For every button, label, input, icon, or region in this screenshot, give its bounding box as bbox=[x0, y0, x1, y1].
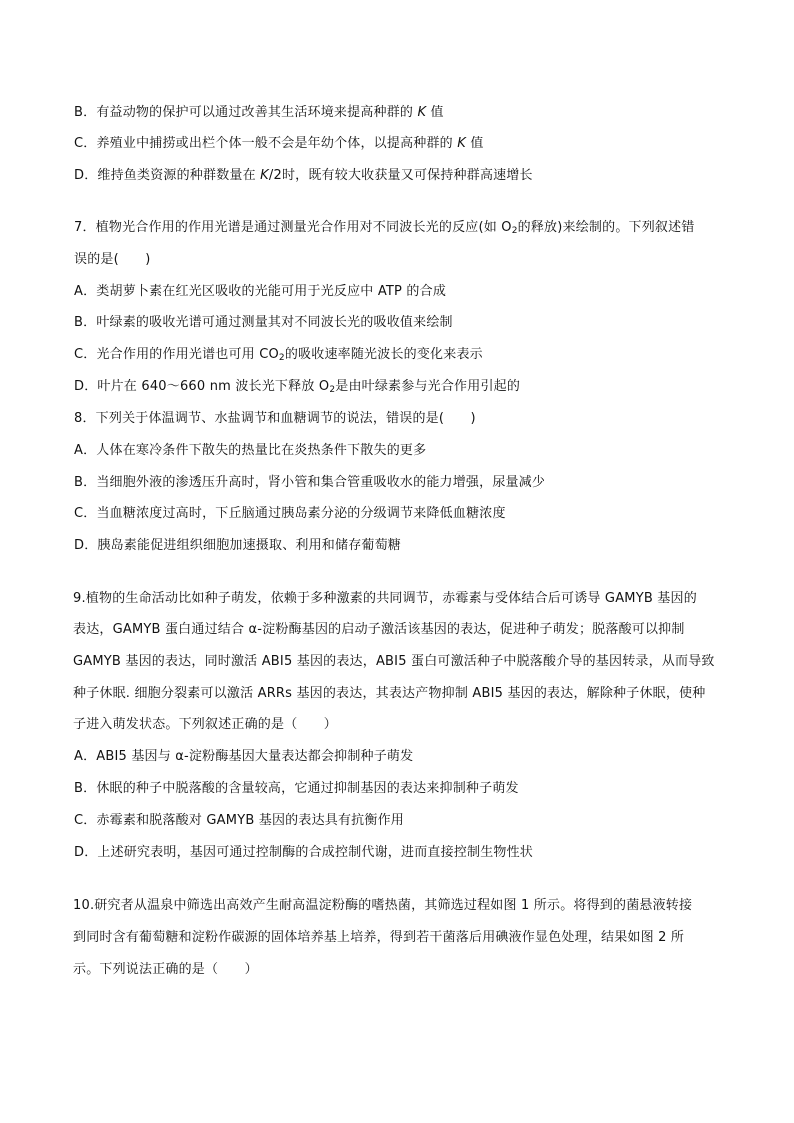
q9-stem-line-5: 子进入萌发状态。下列叙述正确的是（ ） bbox=[73, 717, 338, 732]
q8-option-a: A．人体在寒冷条件下散失的热量比在炎热条件下散失的更多 bbox=[74, 443, 427, 458]
q9-option-c: C．赤霉素和脱落酸对 GAMYB 基因的表达具有抗衡作用 bbox=[74, 813, 404, 828]
q6-option-c: C．养殖业中捕捞或出栏个体一般不会是年幼个体，以提高种群的 K 值 bbox=[74, 136, 484, 151]
q9-stem-line-1: 9.植物的生命活动比如种子萌发，依赖于多种激素的共同调节，赤霉素与受体结合后可诱导 GAMYB 基因的 bbox=[73, 591, 697, 606]
q10-stem-line-3: 示。下列说法正确的是（ ） bbox=[73, 962, 258, 977]
q8-stem: 8．下列关于体温调节、水盐调节和血糖调节的说法，错误的是( ) bbox=[74, 411, 476, 426]
q7-option-c: C．光合作用的作用光谱也可用 $CO_2$的吸收速率随光波长的变化来表示 bbox=[74, 347, 483, 363]
q10-stem-line-2: 到同时含有葡萄糖和淀粉作碳源的固体培养基上培养，得到若干菌落后用碘液作显色处理，结果如图 2 所 bbox=[73, 930, 685, 945]
q7-stem-line-1: 7．植物光合作用的作用光谱是通过测量光合作用对不同波长光的反应(如 $O_2$的释放)来绘制的。下列叙述错 bbox=[74, 220, 695, 236]
q10-stem-line-1: 10.研究者从温泉中筛选出高效产生耐高温淀粉酶的嗜热菌，其筛选过程如图 1 所示。将得到的菌悬液转接 bbox=[73, 898, 693, 913]
q8-option-d: D．胰岛素能促进组织细胞加速摄取、利用和储存葡萄糖 bbox=[74, 538, 402, 553]
q9-stem-line-4: 种子休眠. 细胞分裂素可以激活 ARRs 基因的表达，其表达产物抑制 ABI5 基因的表达，解除种子休眠，使种 bbox=[73, 686, 706, 701]
q7-option-d: D．叶片在 640～660 nm 波长光下释放 $O_2$是由叶绿素参与光合作用引起的 bbox=[74, 379, 521, 395]
q9-stem-line-2: 表达，GAMYB 蛋白通过结合 α-淀粉酶基因的启动子激活该基因的表达，促进种子萌发；脱落酸可以抑制 bbox=[73, 622, 685, 637]
q6-option-d: D．维持鱼类资源的种群数量在 K/2时，既有较大收获量又可保持种群高速增长 bbox=[74, 168, 533, 183]
q8-option-c: C．当血糖浓度过高时，下丘脑通过胰岛素分泌的分级调节来降低血糖浓度 bbox=[74, 506, 506, 521]
q7-stem-line-2: 误的是( ) bbox=[74, 252, 151, 267]
q7-option-b: B．叶绿素的吸收光谱可通过测量其对不同波长光的吸收值来绘制 bbox=[74, 315, 453, 330]
q9-option-d: D．上述研究表明，基因可通过控制酶的合成控制代谢，进而直接控制生物性状 bbox=[74, 845, 534, 860]
q8-option-b: B．当细胞外液的渗透压升高时，肾小管和集合管重吸收水的能力增强，尿量减少 bbox=[74, 475, 546, 490]
q9-option-a: A．ABI5 基因与 α-淀粉酶基因大量表达都会抑制种子萌发 bbox=[74, 749, 414, 764]
q6-option-b: B．有益动物的保护可以通过改善其生活环境来提高种群的 K 值 bbox=[74, 105, 444, 120]
q7-option-a: A．类胡萝卜素在红光区吸收的光能可用于光反应中 ATP 的合成 bbox=[74, 284, 447, 299]
q9-stem-line-3: GAMYB 基因的表达，同时激活 ABI5 基因的表达，ABI5 蛋白可激活种子中脱落酸介导的基因转录，从而导致 bbox=[73, 654, 715, 669]
q9-option-b: B．休眠的种子中脱落酸的含量较高，它通过抑制基因的表达来抑制种子萌发 bbox=[74, 781, 519, 796]
